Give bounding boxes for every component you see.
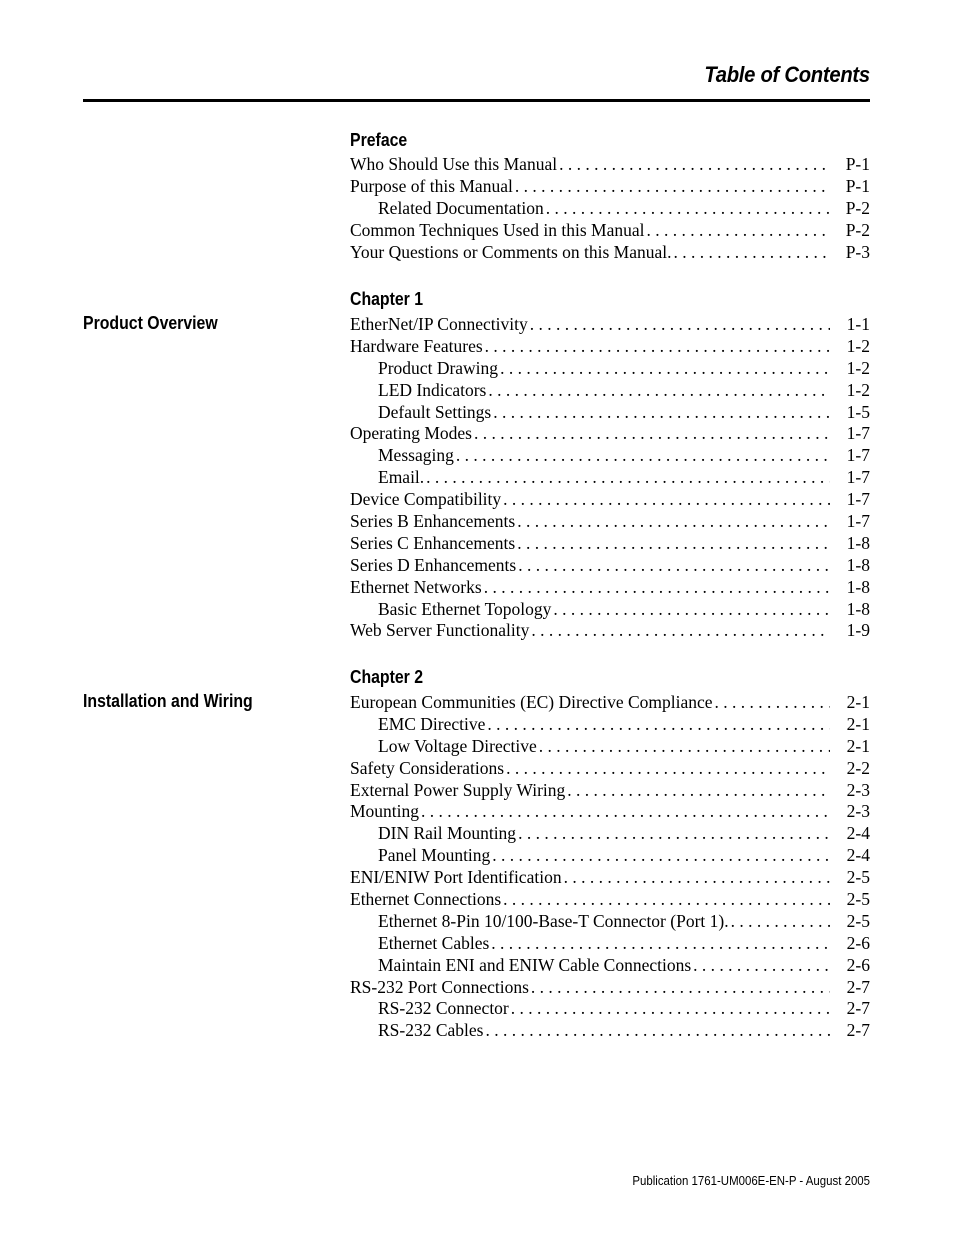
toc-entry-page: 1-2 bbox=[846, 335, 870, 356]
toc-entry-page: 1-8 bbox=[846, 532, 870, 553]
toc-entry[interactable] bbox=[350, 599, 870, 621]
toc-entry[interactable] bbox=[350, 736, 870, 758]
toc-entry-page: P-2 bbox=[845, 197, 870, 218]
dot-leader bbox=[488, 380, 830, 402]
toc-entry-page: 1-8 bbox=[846, 554, 870, 575]
toc-entry[interactable] bbox=[350, 380, 870, 402]
toc-entry[interactable] bbox=[350, 445, 870, 467]
toc-entry[interactable] bbox=[350, 911, 870, 933]
toc-entry-page: P-3 bbox=[845, 241, 870, 262]
dot-leader bbox=[503, 489, 830, 511]
toc-entry-page: 1-1 bbox=[846, 314, 870, 334]
dot-leader bbox=[492, 845, 830, 867]
toc-entry[interactable] bbox=[350, 154, 870, 176]
toc-entry-text: Ethernet Connections bbox=[350, 889, 502, 910]
toc-entry-text: European Communities (EC) Directive Compliance bbox=[350, 692, 713, 712]
toc-entry-text: Messaging bbox=[378, 445, 454, 466]
dot-leader bbox=[530, 314, 830, 336]
toc-entry-text: Purpose of this Manual bbox=[350, 175, 513, 196]
dot-leader bbox=[531, 977, 830, 999]
toc-entry[interactable] bbox=[350, 402, 870, 424]
dot-leader bbox=[491, 933, 830, 955]
toc-entry[interactable] bbox=[350, 577, 870, 599]
dot-leader bbox=[546, 198, 830, 220]
toc-entry[interactable] bbox=[350, 1020, 870, 1042]
toc-entry-page: 1-2 bbox=[846, 379, 870, 400]
toc-entry-text: Mounting bbox=[350, 801, 420, 822]
dot-leader bbox=[518, 555, 830, 577]
dot-leader bbox=[421, 801, 830, 823]
toc-entry[interactable] bbox=[350, 242, 870, 264]
dot-leader bbox=[517, 533, 830, 555]
toc-entry[interactable] bbox=[350, 801, 870, 823]
toc-entry-text: Ethernet 8-Pin 10/100-Base-T Connector (Port 1). bbox=[378, 910, 729, 931]
toc-entry-page: 2-3 bbox=[846, 779, 870, 800]
toc-entry[interactable] bbox=[350, 533, 870, 555]
toc-entry[interactable] bbox=[350, 933, 870, 955]
toc-entry-page: 2-5 bbox=[846, 889, 870, 910]
toc-entry-page: 1-2 bbox=[846, 357, 870, 378]
dot-leader bbox=[500, 358, 830, 380]
toc-entry-text: Series C Enhancements bbox=[350, 532, 516, 553]
toc-entry-page: 2-4 bbox=[846, 823, 870, 844]
dot-leader bbox=[487, 714, 830, 736]
toc-entry-text: Related Documentation bbox=[378, 197, 544, 218]
toc-entry-text: Ethernet Cables bbox=[378, 932, 490, 953]
toc-entry-text: Basic Ethernet Topology bbox=[378, 598, 552, 619]
dot-leader bbox=[515, 176, 830, 198]
toc-entry-page: P-1 bbox=[845, 154, 870, 174]
toc-entry-page: 2-6 bbox=[846, 932, 870, 953]
toc-entry-page: 2-2 bbox=[846, 757, 870, 778]
toc-entry-page: 2-6 bbox=[846, 954, 870, 975]
dot-leader bbox=[517, 511, 830, 533]
dot-leader bbox=[511, 998, 830, 1020]
toc-entry[interactable] bbox=[350, 489, 870, 511]
chapter1-toc-list bbox=[350, 314, 870, 642]
toc-entry-text: External Power Supply Wiring bbox=[350, 779, 566, 800]
toc-entry[interactable] bbox=[350, 511, 870, 533]
toc-entry[interactable] bbox=[350, 823, 870, 845]
toc-entry[interactable] bbox=[350, 714, 870, 736]
toc-entry-text: Ethernet Networks bbox=[350, 576, 482, 597]
preface-toc-list bbox=[350, 154, 870, 263]
dot-leader bbox=[506, 758, 830, 780]
dot-leader bbox=[493, 402, 830, 424]
toc-entry-text: LED Indicators bbox=[378, 379, 487, 400]
chapter1-heading: Chapter 1 bbox=[350, 289, 424, 309]
toc-entry-text: RS-232 Connector bbox=[378, 998, 509, 1019]
dot-leader bbox=[646, 220, 830, 242]
toc-entry-page: 1-7 bbox=[846, 489, 870, 510]
toc-entry-page: 2-7 bbox=[846, 976, 870, 997]
toc-entry-text: Who Should Use this Manual bbox=[350, 154, 558, 174]
chapter1-name: Product Overview bbox=[83, 313, 218, 333]
toc-entry-page: 2-5 bbox=[846, 867, 870, 888]
toc-entry[interactable] bbox=[350, 998, 870, 1020]
toc-entry[interactable] bbox=[350, 176, 870, 198]
toc-entry-page: 2-1 bbox=[846, 735, 870, 756]
toc-entry-page: 1-7 bbox=[846, 467, 870, 488]
toc-entry-text: Device Compatibility bbox=[350, 489, 502, 510]
toc-entry-page: 2-7 bbox=[846, 1020, 870, 1041]
toc-entry-page: 2-7 bbox=[846, 998, 870, 1019]
toc-entry-text: Product Drawing bbox=[378, 357, 499, 378]
toc-entry[interactable] bbox=[350, 358, 870, 380]
toc-entry[interactable] bbox=[350, 889, 870, 911]
toc-entry[interactable] bbox=[350, 467, 870, 489]
toc-entry-text: Maintain ENI and ENIW Cable Connections bbox=[378, 954, 692, 975]
toc-entry-text: Email. bbox=[378, 467, 425, 488]
dot-leader bbox=[486, 1020, 831, 1042]
dot-leader bbox=[474, 423, 830, 445]
toc-entry-text: Default Settings bbox=[378, 401, 492, 422]
toc-entry[interactable] bbox=[350, 692, 870, 714]
publication-footer: Publication 1761-UM006E-EN-P - August 2005 bbox=[632, 1173, 870, 1188]
dot-leader bbox=[518, 823, 830, 845]
title-divider bbox=[83, 99, 870, 102]
dot-leader bbox=[539, 736, 830, 758]
toc-entry[interactable] bbox=[350, 977, 870, 999]
toc-entry[interactable] bbox=[350, 220, 870, 242]
page-title: Table of Contents bbox=[704, 62, 870, 87]
chapter2-name: Installation and Wiring bbox=[83, 691, 253, 711]
toc-entry-text: EtherNet/IP Connectivity bbox=[350, 314, 528, 334]
toc-entry[interactable] bbox=[350, 620, 870, 642]
toc-entry-text: DIN Rail Mounting bbox=[378, 823, 517, 844]
toc-entry[interactable] bbox=[350, 758, 870, 780]
toc-entry-page: 1-5 bbox=[846, 401, 870, 422]
toc-entry[interactable] bbox=[350, 955, 870, 977]
toc-entry-text: Series D Enhancements bbox=[350, 554, 517, 575]
toc-entry-page: 2-1 bbox=[846, 713, 870, 734]
toc-entry-text: Safety Considerations bbox=[350, 757, 505, 778]
chapter2-toc-list bbox=[350, 692, 870, 1042]
toc-entry-page: 1-8 bbox=[846, 576, 870, 597]
dot-leader bbox=[674, 242, 831, 264]
dot-leader bbox=[715, 692, 830, 714]
toc-entry-text: ENI/ENIW Port Identification bbox=[350, 867, 562, 888]
dot-leader bbox=[693, 955, 830, 977]
toc-entry-text: Operating Modes bbox=[350, 423, 472, 444]
toc-entry-text: Panel Mounting bbox=[378, 845, 491, 866]
preface-heading: Preface bbox=[350, 130, 408, 150]
toc-entry-text: Web Server Functionality bbox=[350, 620, 530, 641]
toc-entry-page: 2-5 bbox=[846, 910, 870, 931]
dot-leader bbox=[567, 780, 830, 802]
toc-entry-text: RS-232 Cables bbox=[378, 1020, 484, 1041]
dot-leader bbox=[426, 467, 830, 489]
dot-leader bbox=[564, 867, 830, 889]
toc-entry-text: EMC Directive bbox=[378, 713, 486, 734]
toc-entry-page: 1-7 bbox=[846, 511, 870, 532]
toc-entry-page: 1-9 bbox=[846, 620, 870, 641]
toc-entry[interactable] bbox=[350, 780, 870, 802]
toc-entry-text: Hardware Features bbox=[350, 335, 483, 356]
toc-entry[interactable] bbox=[350, 867, 870, 889]
dot-leader bbox=[484, 577, 830, 599]
toc-entry-text: Series B Enhancements bbox=[350, 511, 516, 532]
dot-leader bbox=[485, 336, 830, 358]
dot-leader bbox=[456, 445, 830, 467]
toc-entry-page: P-1 bbox=[845, 175, 870, 196]
toc-entry-text: RS-232 Port Connections bbox=[350, 976, 529, 997]
toc-entry-text: Common Techniques Used in this Manual bbox=[350, 219, 645, 240]
toc-entry[interactable] bbox=[350, 555, 870, 577]
dot-leader bbox=[559, 154, 830, 176]
toc-entry[interactable] bbox=[350, 314, 870, 336]
dot-leader bbox=[553, 599, 830, 621]
dot-leader bbox=[503, 889, 830, 911]
toc-entry-page: P-2 bbox=[845, 219, 870, 240]
toc-entry-page: 2-3 bbox=[846, 801, 870, 822]
toc-entry-page: 1-7 bbox=[846, 423, 870, 444]
toc-entry[interactable] bbox=[350, 336, 870, 358]
toc-entry-page: 2-4 bbox=[846, 845, 870, 866]
toc-entry[interactable] bbox=[350, 845, 870, 867]
toc-entry-text: Your Questions or Comments on this Manual. bbox=[350, 241, 672, 262]
dot-leader bbox=[731, 911, 830, 933]
chapter2-heading: Chapter 2 bbox=[350, 667, 424, 687]
toc-entry[interactable] bbox=[350, 198, 870, 220]
toc-entry-page: 2-1 bbox=[846, 692, 870, 712]
dot-leader bbox=[531, 620, 830, 642]
toc-entry-page: 1-8 bbox=[846, 598, 870, 619]
toc-entry[interactable] bbox=[350, 423, 870, 445]
toc-entry-text: Low Voltage Directive bbox=[378, 735, 537, 756]
toc-entry-page: 1-7 bbox=[846, 445, 870, 466]
